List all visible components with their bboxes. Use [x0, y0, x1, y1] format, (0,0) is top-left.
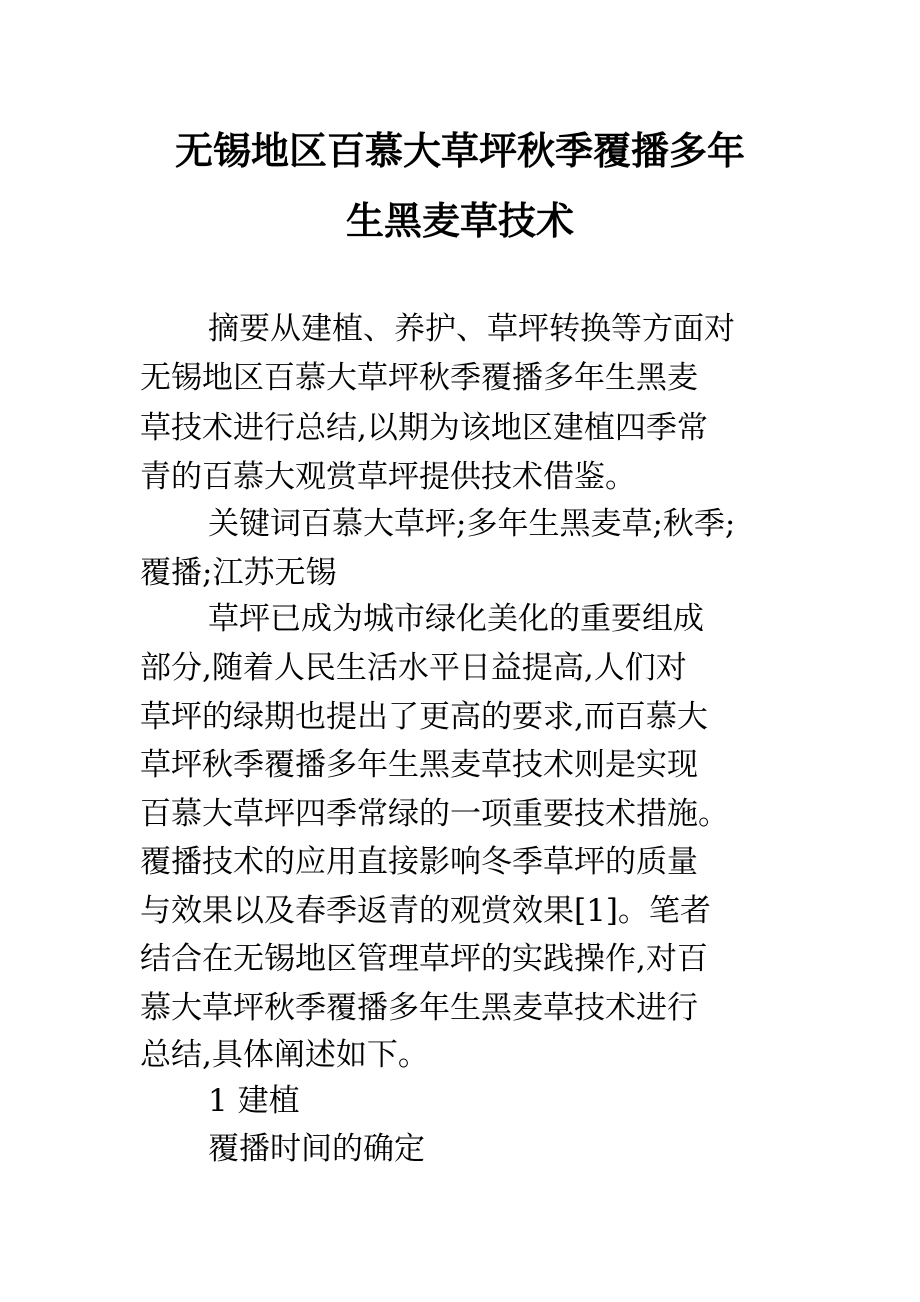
intro-line: 草坪秋季覆播多年生黑麦草技术则是实现	[140, 747, 698, 783]
keywords-line: 关键词百慕大草坪;多年生黑麦草;秋季;	[208, 506, 736, 542]
abstract-line: 草技术进行总结,以期为该地区建植四季常	[140, 410, 708, 446]
intro-line: 草坪的绿期也提出了更高的要求,而百慕大	[140, 699, 708, 735]
subsection-heading: 覆播时间的确定	[208, 1131, 425, 1167]
intro-line: 草坪已成为城市绿化美化的重要组成	[208, 601, 704, 637]
abstract-line: 无锡地区百慕大草坪秋季覆播多年生黑麦	[140, 360, 698, 396]
intro-line: 结合在无锡地区管理草坪的实践操作,对百	[140, 941, 708, 977]
keywords-line: 覆播;江苏无锡	[140, 555, 337, 591]
abstract-line: 摘要从建植、养护、草坪转换等方面对	[208, 311, 735, 347]
document-title-line-2: 生黑麦草技术	[345, 199, 574, 243]
intro-line: 慕大草坪秋季覆播多年生黑麦草技术进行	[140, 990, 698, 1026]
intro-line: 百慕大草坪四季常绿的一项重要技术措施。	[140, 796, 729, 832]
intro-line: 部分,随着人民生活水平日益提高,人们对	[140, 650, 687, 686]
section-heading: 1 建植	[208, 1083, 300, 1119]
intro-line: 与效果以及春季返青的观赏效果[1]。笔者	[140, 893, 711, 929]
document-title-line-1: 无锡地区百慕大草坪秋季覆播多年	[174, 129, 745, 173]
intro-line: 覆播技术的应用直接影响冬季草坪的质量	[140, 844, 698, 880]
abstract-line: 青的百慕大观赏草坪提供技术借鉴。	[140, 459, 636, 495]
intro-line: 总结,具体阐述如下。	[140, 1037, 429, 1073]
